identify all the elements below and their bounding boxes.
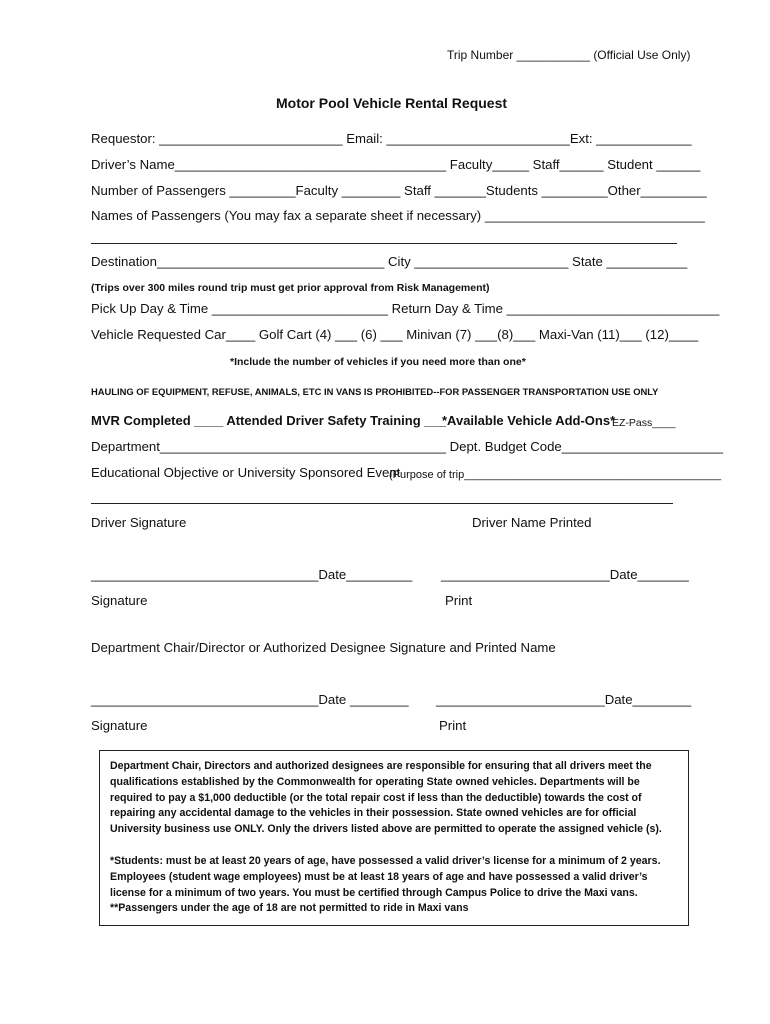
print-label-1: Print bbox=[445, 593, 473, 608]
department-row[interactable]: Department_______________________________________ Dept. Budget Code______________________ bbox=[91, 439, 724, 454]
driver-print-date-line[interactable]: _______________________Date_______ bbox=[441, 567, 689, 582]
purpose-extra-line[interactable] bbox=[91, 503, 673, 504]
form-title: Motor Pool Vehicle Rental Request bbox=[276, 95, 508, 111]
requestor-row[interactable]: Requestor: _________________________ Email: _________________________Ext: _____________ bbox=[91, 131, 692, 146]
policy-notice-paragraph: Department Chair, Directors and authorized designees are responsible for ensuring that all drivers meet the qualifications established by the Commonwealth for operating State owned vehicles. Departments will be required to pay a $1,000 deductible (or the total repair cost if less than the deductible) towards the cost of repairing any accidental damage to the vehicles in their possession. State owned vehicles are for official University business use ONLY. Only the drivers listed above are permitted to operate the assigned vehicle (s). bbox=[110, 760, 662, 836]
hauling-prohibited-note: HAULING OF EQUIPMENT, REFUSE, ANIMALS, ETC IN VANS IS PROHIBITED--FOR PASSENGER TRANSPORTATION USE ONLY bbox=[91, 386, 659, 397]
driver-signature-date-line[interactable]: _______________________________Date_________ bbox=[91, 567, 413, 582]
mvr-training-row[interactable]: MVR Completed ____ Attended Driver Safety Training ___ bbox=[91, 413, 446, 428]
dept-chair-label: Department Chair/Director or Authorized Designee Signature and Printed Name bbox=[91, 640, 556, 655]
signature-label-1: Signature bbox=[91, 593, 148, 608]
destination-row[interactable]: Destination_______________________________ City _____________________ State ___________ bbox=[91, 254, 688, 269]
eligibility-notice-paragraph: *Students: must be at least 20 years of age, have possessed a valid driver’s license for a minimum of 2 years. Employees (student wage employees) must be at least 18 years of age and have possessed a valid driver’s license for a minimum of two years. You must be certified through Campus Police to drive the Maxi vans. bbox=[110, 855, 661, 899]
passenger-names-extra-line[interactable] bbox=[91, 243, 677, 244]
trip-number-field[interactable]: Trip Number ___________ (Official Use Only) bbox=[447, 48, 691, 62]
chair-signature-date-line[interactable]: _______________________________Date ________ bbox=[91, 692, 409, 707]
passenger-count-row[interactable]: Number of Passengers _________Faculty ________ Staff _______Students _________Other_________ bbox=[91, 183, 707, 198]
vehicle-requested-row[interactable]: Vehicle Requested Car____ Golf Cart (4) ___ (6) ___ Minivan (7) ___(8)___ Maxi-Van (11)___ (12)____ bbox=[91, 327, 699, 342]
purpose-of-trip-field[interactable]: (Purpose of trip__________________________________________ bbox=[389, 469, 722, 481]
include-vehicles-note: *Include the number of vehicles if you need more than one* bbox=[230, 356, 526, 368]
trips-approval-note: (Trips over 300 miles round trip must get prior approval from Risk Management) bbox=[91, 282, 490, 294]
maxi-van-age-note: **Passengers under the age of 18 are not permitted to ride in Maxi vans bbox=[110, 902, 469, 914]
driver-name-row[interactable]: Driver’s Name_____________________________________ Faculty_____ Staff______ Student ______ bbox=[91, 157, 701, 172]
educational-objective-label: Educational Objective or University Sponsored Event bbox=[91, 465, 401, 480]
driver-name-printed-label: Driver Name Printed bbox=[472, 515, 592, 530]
driver-signature-label: Driver Signature bbox=[91, 515, 187, 530]
pickup-return-row[interactable]: Pick Up Day & Time ________________________ Return Day & Time _____________________________ bbox=[91, 301, 720, 316]
vehicle-addons-label: *Available Vehicle Add-Ons* bbox=[442, 413, 616, 428]
print-label-2: Print bbox=[439, 718, 467, 733]
policy-notice-box bbox=[99, 750, 689, 926]
chair-print-date-line[interactable]: _______________________Date________ bbox=[436, 692, 692, 707]
ez-pass-field[interactable]: EZ-Pass____ bbox=[612, 417, 676, 429]
passenger-names-row[interactable]: Names of Passengers (You may fax a separate sheet if necessary) ______________________________ bbox=[91, 208, 705, 223]
signature-label-2: Signature bbox=[91, 718, 148, 733]
